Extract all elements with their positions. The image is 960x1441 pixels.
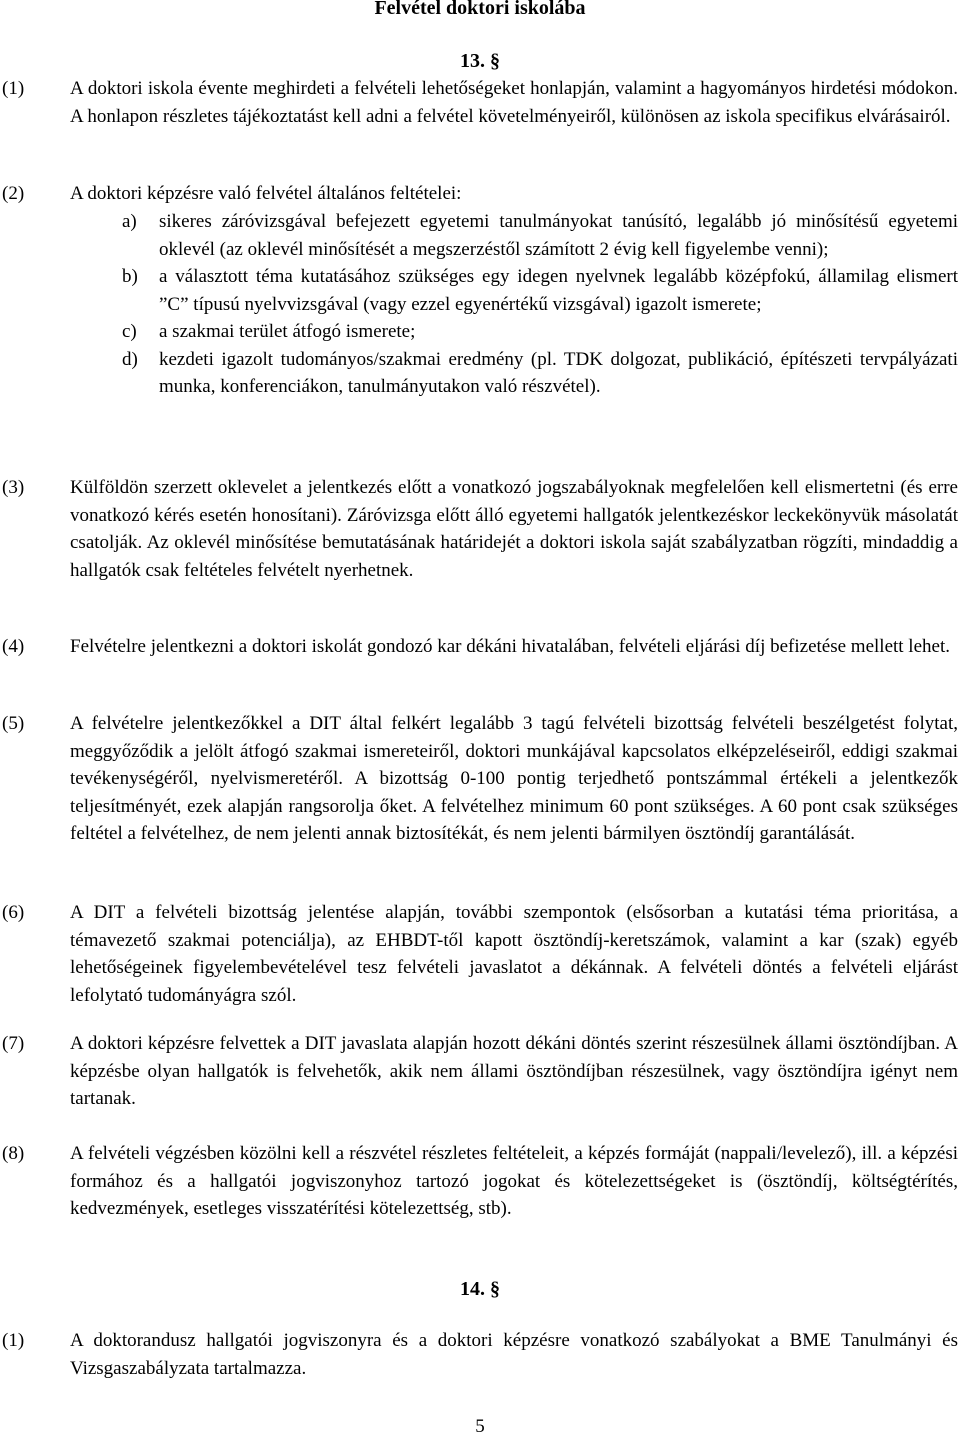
paragraph-number: (3) — [2, 477, 25, 498]
list-item-text: sikeres záróvizsgával befejezett egyetemi tanulmányokat tanúsító, legalább jó minősítésű egyetemi oklevél (az oklevél minősítését a megszerzéstől számított 2 évig kell figyelembe venni); — [159, 211, 958, 260]
paragraph-13-6 — [2, 899, 958, 1009]
paragraph-13-2 — [2, 180, 958, 208]
paragraph-text: A doktori képzésre való felvétel általános feltételei: — [70, 183, 462, 204]
document-title: Felvétel doktori iskolába — [374, 0, 586, 19]
list-item-letter: a) — [122, 211, 137, 232]
paragraph-number: (6) — [2, 902, 25, 923]
list-item-text: kezdeti igazolt tudományos/szakmai eredmény (pl. TDK dolgozat, publikáció, építészeti tervpályázati munka, konferenciákon, tanulmányutakon való részvétel). — [159, 348, 958, 397]
page-number: 5 — [475, 1416, 485, 1437]
paragraph-text: A doktori iskola évente meghirdeti a felvételi lehetőségeket honlapján, valamint a hagyományos hirdetési módokon. A honlapon részletes tájékoztatást kell adni a felvétel követelményeiről, különösen az iskola specifikus elvárásairól. — [70, 78, 958, 127]
list-item-letter: d) — [122, 348, 138, 370]
paragraph-13-3 — [2, 474, 958, 584]
list-item-d — [122, 346, 958, 401]
list-item-a — [122, 208, 958, 263]
paragraph-number: (5) — [2, 713, 25, 734]
paragraph-13-5 — [2, 710, 958, 848]
section-heading-13: 13. § — [460, 50, 500, 72]
paragraph-14-1 — [2, 1327, 958, 1382]
paragraph-text: Külföldön szerzett oklevelet a jelentkezés előtt a vonatkozó jogszabályoknak megfelelően kell elismertetni (és erre vonatkozó kérés esetén honosítani). Záróvizsga előtt álló egyetemi hallgatók jelentkezéskor leckekönyvük másolatát csatolják. Az oklevél minősítése bemutatásának határidejét a doktori iskola saját szabályzatban rögzíti, mindaddig a hallgatók csak feltételes felvételt nyerhetnek. — [70, 477, 958, 581]
paragraph-text: A doktorandusz hallgatói jogviszonyra és a doktori képzésre vonatkozó szabályokat a BME Tanulmányi és Vizsgaszabályzata tartalmazza. — [70, 1330, 958, 1379]
list-item-letter: c) — [122, 321, 137, 342]
paragraph-number: (1) — [2, 1330, 25, 1351]
paragraph-13-8 — [2, 1140, 958, 1223]
paragraph-13-7 — [2, 1030, 958, 1113]
list-item-text: a szakmai terület átfogó ismerete; — [159, 321, 416, 342]
paragraph-13-4 — [2, 633, 958, 661]
list-item-letter: b) — [122, 266, 138, 287]
paragraph-text: A DIT a felvételi bizottság jelentése alapján, további szempontok (elsősorban a kutatási téma prioritása, a témavezető szakmai potenciálja), az EHBDT-től kapott ösztöndíj-keretszámok, valamint a kar (szak) egyéb lehetőségeinek figyelembevételével tesz felvételi javaslatot a dékánnak. A felvételi döntés a felvételi eljárást lefolytató tudományágra szól. — [70, 902, 958, 1006]
paragraph-number: (4) — [2, 636, 25, 657]
paragraph-number: (2) — [2, 183, 25, 204]
paragraph-text: A felvételre jelentkezőkkel a DIT által felkért legalább 3 tagú felvételi bizottság felvételi beszélgetést folytat, meggyőződik a jelölt átfogó szakmai ismereteiről, doktori munkájával kapcsolatos elképzeléseiről, eddigi szakmai tevékenységéről, nyelvismeretéről. A bizottság 0-100 pontig terjedhető pontszámmal értékeli a jelentkezők teljesítményét, ezek alapján rangsorolja őket. A felvételhez minimum 60 pont szükséges. A 60 pont csak szükséges feltétel a felvételhez, de nem jelenti annak biztosítékát, és nem jelenti bármilyen ösztöndíj garantálását. — [70, 713, 958, 844]
paragraph-text: A felvételi végzésben közölni kell a részvétel részletes feltételeit, a képzés formáját (nappali/levelező), ill. a képzési formához és a hallgatói jogviszonyhoz tartozó jogokat és kötelezettségeket is (ösztöndíj, költségtérítés, kedvezmények, esetleges visszatérítési kötelezettség, stb). — [70, 1143, 958, 1219]
list-item-text: a választott téma kutatásához szükséges egy idegen nyelvnek legalább középfokú, államilag elismert ”C” típusú nyelvvizsgával (vagy ezzel egyenértékű vizsgával) igazolt ismerete; — [159, 266, 958, 315]
requirements-list — [122, 208, 958, 401]
list-item-c — [122, 318, 958, 346]
paragraph-text: Felvételre jelentkezni a doktori iskolát gondozó kar dékáni hivatalában, felvételi eljárási díj befizetése mellett lehet. — [70, 636, 950, 657]
section-heading-14: 14. § — [460, 1278, 500, 1300]
list-item-b — [122, 263, 958, 318]
paragraph-13-1 — [2, 75, 958, 130]
paragraph-number: (7) — [2, 1033, 25, 1054]
paragraph-text: A doktori képzésre felvettek a DIT javaslata alapján hozott dékáni döntés szerint részesülnek állami ösztöndíjban. A képzésbe olyan hallgatók is felvehetők, akik nem állami ösztöndíjban részesülnek, vagy ösztöndíjra igényt nem tartanak. — [70, 1033, 958, 1109]
paragraph-number: (1) — [2, 78, 25, 99]
paragraph-number: (8) — [2, 1143, 25, 1164]
